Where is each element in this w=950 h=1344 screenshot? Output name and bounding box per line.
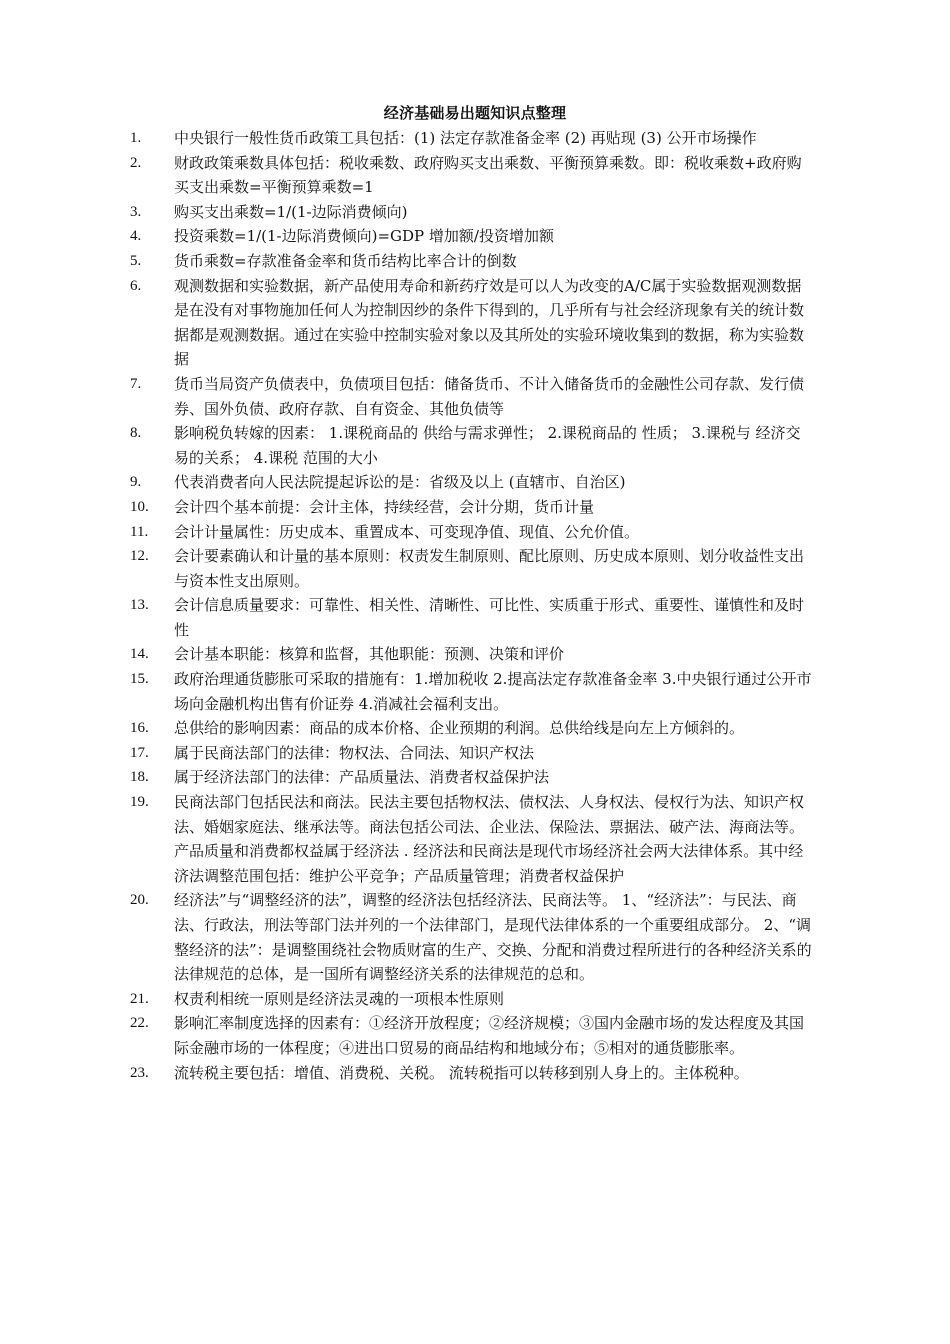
- item-text: 观测数据和实验数据，新产品使用寿命和新药疗效是可以人为改变的A/C属于实验数据观测数据是在没有对事物施加任何人为控制因纱的条件下得到的，几乎所有与社会经济现象有关的统计数据都是观测数据。通过在实验中控制实验对象以及其所处的实验环境收集到的数据，称为实验数据: [174, 276, 805, 369]
- item-text: 权责利相统一原则是经济法灵魂的一项根本性原则: [174, 989, 505, 1008]
- item-number: 20.: [130, 892, 149, 909]
- item-number: 13.: [130, 597, 149, 614]
- item-number: 14.: [130, 646, 149, 663]
- list-item: [120, 642, 815, 667]
- list-item: [120, 495, 815, 520]
- list-item: [120, 716, 815, 741]
- item-number: 16.: [130, 720, 149, 737]
- item-text: 代表消费者向人民法院提起诉讼的是：省级及以上 (直辖市、自治区): [174, 473, 626, 492]
- item-text: 会计基本职能：核算和监督，其他职能：预测、决策和评价: [174, 645, 565, 664]
- item-text: 中央银行一般性货币政策工具包括：(1) 法定存款准备金率 (2) 再贴现 (3) 公开市场操作: [174, 129, 757, 147]
- list-item: [120, 274, 815, 372]
- item-number: 21.: [130, 990, 149, 1007]
- list-item: [120, 249, 815, 274]
- item-number: 18.: [130, 769, 149, 786]
- item-text: 投资乘数=1/(1-边际消费倾向)=GDP 增加额/投资增加额: [174, 227, 554, 246]
- list-item: [120, 987, 815, 1012]
- document-title: 经济基础易出题知识点整理: [383, 104, 567, 122]
- item-number: 10.: [130, 498, 149, 515]
- item-text: 会计计量属性：历史成本、重置成本、可变现净值、现值、公允价值。: [174, 522, 640, 541]
- item-text: 会计要素确认和计量的基本原则：权责发生制原则、配比原则、历史成本原则、划分收益性支出与资本性支出原则。: [174, 547, 805, 590]
- item-text: 经济法”与“调整经济的法”，调整的经济法包括经济法、民商法等。 1、“经济法”：与民法、商法、行政法，刑法等部门法并列的一个法律部门，是现代法律体系的一个重要组成部分。 2、“调整经济的法”：是调整围绕社会物质财富的生产、交换、分配和消费过程所进行的各种经济关系的法律规范的总体，是一国所有调整经济关系的法律规范的总和。: [174, 891, 812, 984]
- list-item: [120, 470, 815, 495]
- item-text: 民商法部门包括民法和商法。民法主要包括物权法、债权法、人身权法、侵权行为法、知识产权法、婚姻家庭法、继承法等。商法包括公司法、企业法、保险法、票据法、破产法、海商法等。产品质量和消费都权益属于经济法 . 经济法和民商法是现代市场经济社会两大法律体系。其中经济法调整范围包括：维护公平竞争；产品质量管理；消费者权益保护: [174, 793, 805, 885]
- list-item: [120, 888, 815, 986]
- list-item: [120, 372, 815, 421]
- item-text: 会计四个基本前提：会计主体，持续经营，会计分期，货币计量: [174, 497, 595, 516]
- list-item: [120, 593, 815, 642]
- item-number: 8.: [130, 425, 142, 442]
- item-text: 购买支出乘数=1/(1-边际消费倾向): [174, 202, 408, 221]
- list-item: [120, 520, 815, 545]
- knowledge-list: [120, 126, 815, 1085]
- list-item: [120, 1011, 815, 1060]
- list-item: [120, 667, 815, 716]
- list-item: [120, 224, 815, 249]
- item-number: 7.: [130, 375, 142, 392]
- item-number: 2.: [130, 154, 142, 171]
- item-text: 总供给的影响因素：商品的成本价格、企业预期的利润。总供给线是向左上方倾斜的。: [174, 719, 745, 738]
- item-text: 政府治理通货膨胀可采取的措施有：1.增加税收 2.提高法定存款准备金率 3.中央银行通过公开市场向金融机构出售有价证券 4.消减社会福利支出。: [174, 670, 812, 713]
- item-text: 财政政策乘数具体包括：税收乘数、政府购买支出乘数、平衡预算乘数。即：税收乘数+政府购买支出乘数=平衡预算乘数=1: [174, 153, 802, 197]
- item-number: 22.: [130, 1015, 149, 1032]
- item-number: 17.: [130, 744, 149, 761]
- list-item: [120, 421, 815, 470]
- item-number: 11.: [130, 523, 149, 540]
- item-number: 12.: [130, 548, 149, 565]
- item-text: 流转税主要包括：增值、消费税、关税。 流转税指可以转移到别人身上的。主体税种。: [174, 1063, 749, 1082]
- list-item: [120, 790, 815, 888]
- item-number: 9.: [130, 474, 142, 491]
- item-number: 4.: [130, 228, 142, 245]
- item-text: 货币当局资产负债表中，负债项目包括：储备货币、不计入储备货币的金融性公司存款、发行债券、国外负债、政府存款、自有资金、其他负债等: [174, 374, 805, 418]
- item-number: 15.: [130, 671, 149, 688]
- item-number: 6.: [130, 277, 142, 294]
- item-text: 属于经济法部门的法律：产品质量法、消费者权益保护法: [174, 768, 550, 787]
- list-item: [120, 151, 815, 200]
- list-item: [120, 765, 815, 790]
- item-text: 属于民商法部门的法律：物权法、合同法、知识产权法: [174, 743, 535, 762]
- item-text: 影响汇率制度选择的因素有：①经济开放程度；②经济规模；③国内金融市场的发达程度及其国际金融市场的一体程度；④进出口贸易的商品结构和地域分布；⑤相对的通货膨胀率。: [174, 1014, 805, 1057]
- list-item: [120, 544, 815, 593]
- list-item: [120, 741, 815, 766]
- item-number: 19.: [130, 794, 149, 811]
- list-item: [120, 1061, 815, 1086]
- list-item: [120, 126, 815, 151]
- item-number: 3.: [130, 203, 142, 220]
- list-item: [120, 200, 815, 225]
- item-text: 影响税负转嫁的因素： 1.课税商品的 供给与需求弹性； 2.课税商品的 性质； 3.课税与 经济交易的关系； 4.课税 范围的大小: [174, 424, 801, 467]
- item-number: 23.: [130, 1064, 149, 1081]
- item-number: 5.: [130, 252, 142, 269]
- item-text: 会计信息质量要求：可靠性、相关性、清晰性、可比性、实质重于形式、重要性、谨慎性和及时性: [174, 596, 805, 639]
- item-text: 货币乘数=存款准备金率和货币结构比率合计的倒数: [174, 251, 517, 270]
- item-number: 1.: [130, 130, 142, 146]
